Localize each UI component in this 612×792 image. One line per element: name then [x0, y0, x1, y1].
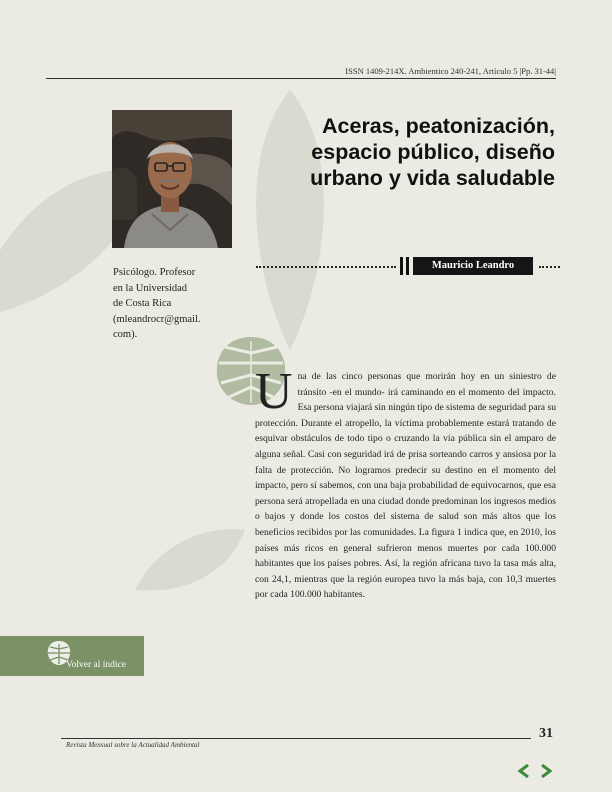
dotted-rule-right: [539, 266, 560, 268]
bio-line: Psicólogo. Profesor: [113, 267, 196, 278]
return-to-index-button[interactable]: [0, 636, 144, 676]
title-line: urbano y vida saludable: [310, 166, 555, 190]
issn-header: ISSN 1409-214X. Ambientico 240-241, Artículo 5 |Pp. 31-44|: [345, 66, 556, 76]
chevron-right-icon: [538, 764, 554, 778]
author-row: [256, 257, 560, 275]
background-leaf-icon: [130, 520, 250, 600]
page-number: 31: [539, 726, 553, 741]
next-page-button[interactable]: [538, 764, 554, 778]
article-body: [255, 363, 556, 603]
bio-line: en la Universidad: [113, 282, 188, 294]
chevron-left-icon: [516, 764, 532, 778]
dotted-rule-left: [256, 266, 396, 268]
body-paragraph: na de las cinco personas que morirán hoy en un siniestro de tránsito -en el mundo- irá caminando en el momento del impacto. Esa persona viajará sin ningún tipo de sistema de seguridad para su protección. Durante el atropello, la víctima probablemente estará tratando de esquivar obstáculos de todo tipo o cruzando la vía pública sin el amparo de alguna señal. Casi con seguridad irá de prisa sorteando carros y ansiosa por la falta de protección. No logramos predecir su destino en el momento del impacto, pero sí sabemos, con una baja probabilidad de equivocarnos, que esa persona será atropellada en una ciudad donde predominan los ingresos medios o bajos y donde los costos del sistema de salud son más altos que los beneficios recibidos por las comunidades. La figura 1 indica que, en 2010, los países más ricos en general sufrieron menos muertes por cada 100.000 habitantes que los países pobres. Así, la región africana tuvo la tasa más alta, con 24,1, mientras que la región europea tuvo la más baja, con 10,3 muertes por cada 100.000 habitantes.: [255, 371, 556, 601]
previous-page-button[interactable]: [516, 764, 532, 778]
author-bio: [113, 265, 231, 343]
return-label: Volver al índice: [66, 660, 126, 670]
bio-line: de Costa Rica: [113, 298, 172, 310]
footer-divider: [61, 738, 531, 739]
header-divider: [46, 78, 556, 79]
drop-cap: U: [255, 363, 293, 420]
bio-line: com).: [113, 329, 138, 341]
journal-name: Revista Mensual sobre la Actualidad Ambiental: [66, 741, 200, 749]
bio-line: (mleandrocr@gmail.: [113, 313, 201, 325]
page-navigation: [516, 764, 556, 778]
author-name: Mauricio Leandro: [413, 257, 533, 275]
title-line: espacio público, diseño: [311, 140, 555, 164]
author-photo: [112, 110, 232, 248]
author-marker: [400, 257, 411, 275]
title-line: Aceras, peatonización,: [322, 114, 555, 138]
article-title: [225, 113, 555, 191]
